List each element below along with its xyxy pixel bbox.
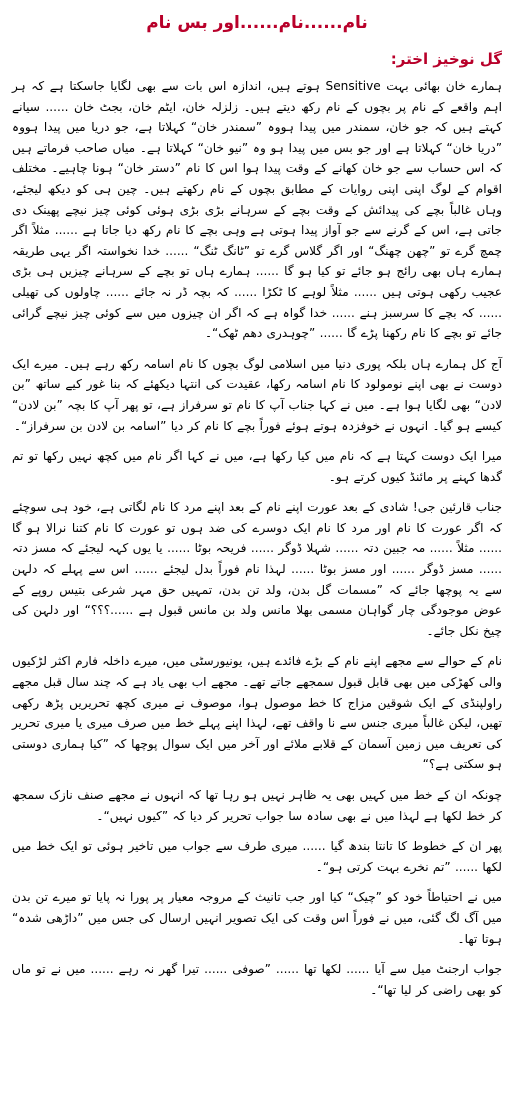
paragraph-6: چونکہ ان کے خط میں کہیں بھی یہ ظاہر نہیں ہو رہا تھا کہ انہوں نے مجھے صنف نازک سمجھ کر خط لکھا ہے لہذا میں نے بھی سادہ سا جواب تحریر کر دیا کہ ”کیوں نہیں“۔ xyxy=(12,788,502,823)
paragraph-8: میں نے احتیاطاً خود کو ”چیک“ کیا اور جب تانیث کے مروجہ معیار پر پورا نہ پایا تو میرے تن بدن میں آگ لگ گئی، میں نے فوراً اس وقت کی ایک تصویر انہیں ارسال کی جس میں ”داڑھی شدہ“ ہوتا تھا۔ xyxy=(12,890,502,946)
paragraph-9: جواب ارجنٹ میل سے آیا ...... لکھا تھا ...... ”صوفی ...... تیرا گھر نہ رہے ...... میں نے تو ماں کو بھی راضی کر لیا تھا“۔ xyxy=(12,962,502,997)
paragraph-2: آج کل ہمارے ہاں بلکہ پوری دنیا میں اسلامی لوگ بچوں کا نام اسامہ رکھ رہے ہیں۔ میرے ایک دوست نے بھی اپنے نومولود کا نام اسامہ رکھا، عقیدت کی انتہا دیکھئے کہ بنا غور کیے ساتھ ”بن لادن“ بھی لگایا ہوا ہے۔ میں نے کہا جناب آپ کا نام تو سرفراز ہے، تو پھر آپ کا بچہ ”بن لادن“ کیسے ہو گیا۔ انہوں نے خوفزدہ ہوتے ہوئے فوراً بچے کا نام کر دیا ”اسامہ بن لادن بن سرفراز“۔ xyxy=(12,356,502,433)
paragraph-7: پھر ان کے خطوط کا تانتا بندھ گیا ...... میری طرف سے جواب میں تاخیر ہوئی تو ایک خط میں لکھا ...... ”تم نخرے بہت کرتی ہو“۔ xyxy=(12,839,502,874)
paragraph-4: جناب قارئین جی! شادی کے بعد عورت اپنے نام کے بعد اپنے مرد کا نام لگاتی ہے، خود ہی سوچئے کہ اگر عورت کا نام اور مرد کا نام ایک دوسرے کی ضد ہوں تو عورت کا نام کتنا نرالا ہو گا ...... مثلاً ...... مہ جبین دتہ ...... شہلا ڈوگر ...... فریحہ بوٹا ...... یا یوں کہہ لیجئے کہ مسز دتہ ...... مسز ڈوگر ...... اور مسز بوٹا ...... لہذا نام فوراً بدل لیجئے ...... اس سے پہلے کہ دلہن سے یہ پوچھا جائے کہ ”مسمات گل بدن، ولد تن بدن، تمہیں حق مہر شرعی بتیس روپے کے عوض موجودگی چار گواہان مسمی بھلا مانس ولد بن مانس قبول ہے ......؟؟؟“ اور دلہن کی چیخ نکل جائے۔ xyxy=(12,500,502,638)
article-title: نام......نام......اور بس نام xyxy=(146,13,368,33)
paragraph-5: نام کے حوالے سے مجھے اپنے نام کے بڑے فائدے ہیں، یونیورسٹی میں، میرے داخلہ فارم اکثر لڑکیوں والی کھڑکی میں بھی قابل قبول سمجھے جاتے تھے۔ مجھے اب بھی یاد ہے کہ چند سال قبل مجھے راولپنڈی کے ایک شوقین مزاج کا خط موصول ہوا، موصوف نے میری کچھ تحریریں پڑھ رکھی تھیں، لیکن غالباً میری جنس سے نا واقف تھے، لہذا اپنے پہلے خط میں صرف میری یا میری تحریر کی تعریف میں زمین آسمان کے قلابے ملائے اور آخر میں ایک سوال پوچھا کہ ”کیا ہماری دوستی ہو سکتی ہے؟“ xyxy=(12,654,502,772)
paragraph-1: ہمارے خان بھائی بہت Sensitive ہوتے ہیں، اندازہ اس بات سے بھی لگایا جاسکتا ہے کہ ہر اہم واقعے کے نام پر بچوں کے نام رکھ دیتے ہیں۔ زلزلہ خان، ایٹم خان، بجٹ خان ...... سیانے کہتے ہیں کہ جو خان، سمندر میں پیدا ہووہ ”سمندر خان“ کہلاتا ہے، جو دریا میں پیدا ہووہ ”دریا خان“ کہلاتا ہے اور جو بس میں پیدا ہو وہ ”نیو خان“ کہلاتا ہے۔ میاں صاحب فرماتے ہیں کہ اس حساب سے جو خان کھانے کے وقت پیدا ہوا اس کا نام ”دستر خان“ ہونا چاہیے۔ مختلف اقوام کے لوگ اپنی اپنی روایات کے مطابق بچوں کے نام رکھتے ہیں۔ چین ہی کو دیکھ لیجئے، وہاں غالباً بچے کی پیدائش کے وقت بچے کے سرہانے بڑی بڑی ہوئی کوئی چیز نیچے پھینک دی جاتی ہے، اس کے گرنے سے جو آواز پیدا ہوتی ہے وہی بچے کا نام رکھ دیا جاتا ہے ...... مثلاً اگر چمچ گرے تو ”چھن چھنگ“ اور اگر گلاس گرے تو ”ٹانگ ٹنگ“ ...... خدا نخواستہ اگر یہی طریقہ ہمارے ہاں بھی رائج ہو جائے تو کیا ہو گا ...... ہمارے ہاں تو بچے کے سرہانے چیزیں ہی بڑی عجیب رکھی ہوتی ہیں ...... مثلاً لوہے کا ٹکڑا ...... کہ بچہ ڈر نہ جائے ...... چاولوں کی تھیلی ...... کہ بچے کا سرسبز ہنے ...... خدا گواہ ہے کہ اگر ان چیزوں میں سے کوئی چیز نیچے گرائی جائے تو بچے کا نام رکھنا پڑے گا ...... ”چوہدری دھم ٹھک“۔ xyxy=(12,79,502,341)
paragraph-3: میرا ایک دوست کہتا ہے کہ نام میں کیا رکھا ہے، میں نے کہا اگر نام میں کچھ نہیں رکھا تو تم گدھا کہنے پر مائنڈ کیوں کرتے ہو۔ xyxy=(12,449,502,484)
author-name: گل نوخیز اختر: xyxy=(390,50,502,68)
